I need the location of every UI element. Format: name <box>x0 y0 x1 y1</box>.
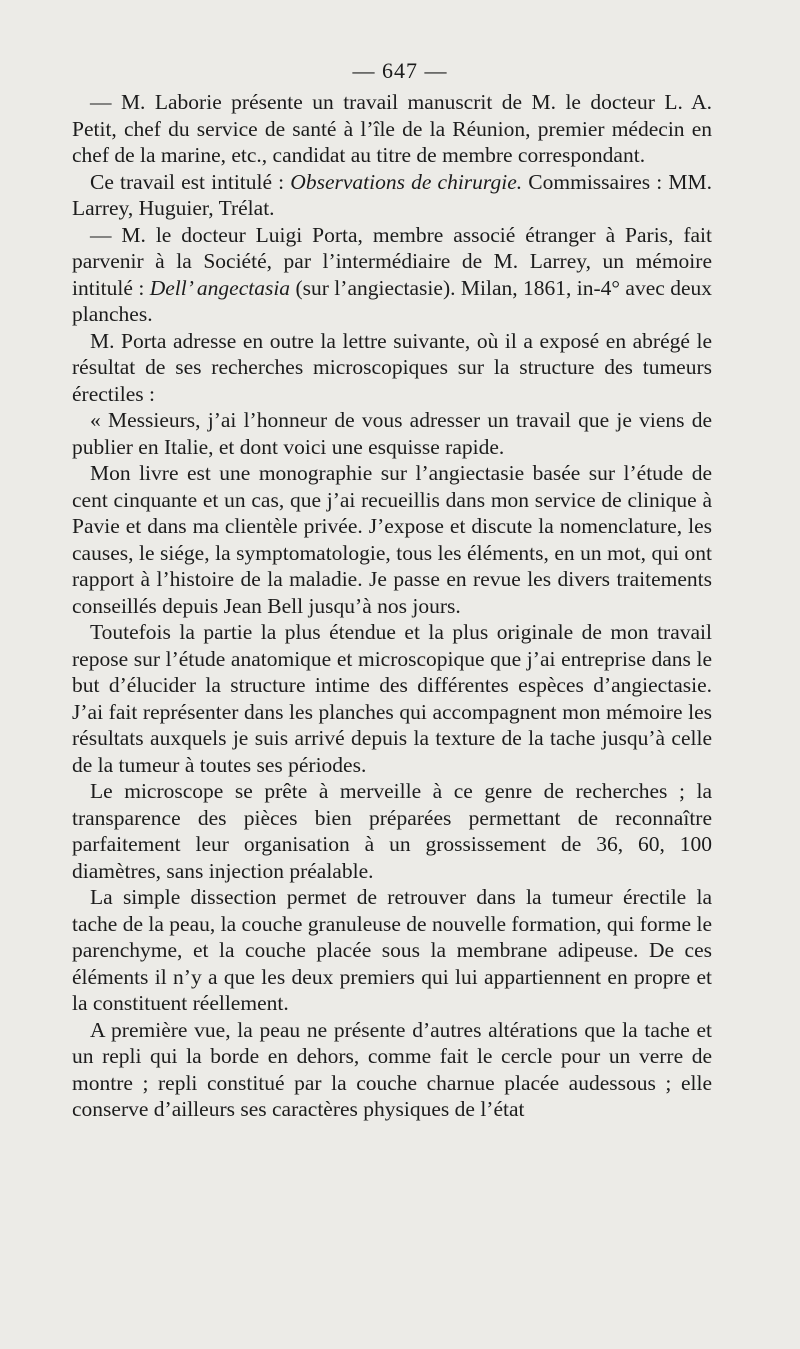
paragraph-microscope: Le microscope se prête à merveille à ce genre de recherches ; la transparence des pièces bien préparées permettant de reconnaître parfaitement leur organisation à un grossissement de 36, 60, 100 diamètres, sans injection préalable. <box>72 779 712 883</box>
body-text <box>72 89 712 1123</box>
paragraph-laborie: — M. Laborie présente un travail manuscrit de M. le docteur L. A. Petit, chef du service de santé à l’île de la Réunion, premier médecin en chef de la marine, etc., candidat au titre de membre correspondant. <box>72 90 712 167</box>
paragraph-first-view: A première vue, la peau ne présente d’autres altérations que la tache et un repli qui la borde en dehors, comme fait le cercle pour un verre de montre ; repli constitué par la couche charnue placée audessous ; elle conserve d’ailleurs ses caractères physiques de l’état <box>72 1017 712 1121</box>
paragraph-letter-intro: M. Porta adresse en outre la lettre suivante, où il a exposé en abrégé le résultat de ses recherches microscopiques sur la structure des tumeurs érectiles : <box>72 328 712 406</box>
paragraph-anatomy: Toutefois la partie la plus étendue et la plus originale de mon travail repose sur l’étude anatomique et microscopique que j’ai entreprise dans le but d’élucider la structure intime des différentes espèces d’angiectasie. J’ai fait représenter dans les planches qui accompagnent mon mémoire les résultats auxquels je suis arrivé depuis la texture de la tache jusqu’à celle de la tumeur à toutes ses périodes. <box>72 620 712 777</box>
text-run: Ce travail est intitulé : <box>90 169 291 194</box>
paragraph-monograph: Mon livre est une monographie sur l’angiectasie basée sur l’étude de cent cinquante et un cas, que j’ai recueillis dans mon service de clinique à Pavie et dans ma clientèle privée. J’expose et discute la nomenclature, les causes, le siége, la symptomatologie, tous les éléments, en un mot, qui ont rapport à l’histoire de la maladie. Je passe en revue les divers traitements conseillés depuis Jean Bell jusqu’à nos jours. <box>72 461 712 618</box>
text-run: Commissaires : MM. Larrey, Huguier, Trélat. <box>72 169 712 220</box>
text-run: — M. le docteur Luigi Porta, membre associé étranger à Paris, fait parvenir à la Société, par l’intermédiaire de M. Larrey, un mémoire intitulé : <box>72 222 712 300</box>
paragraph-letter-opening: « Messieurs, j’ai l’honneur de vous adresser un travail que je viens de publier en Italie, et dont voici une esquisse rapide. <box>72 408 712 459</box>
paragraph-porta <box>72 222 712 328</box>
paragraph-title-commissaires <box>72 169 712 222</box>
text-run: (sur l’angiectasie). Milan, 1861, in-4° avec deux planches. <box>72 275 712 326</box>
work-title-angectasia: Dell’ angectasia <box>149 275 291 300</box>
paragraph-dissection: La simple dissection permet de retrouver dans la tumeur érectile la tache de la peau, la couche granuleuse de nouvelle formation, qui forme le parenchyme, et la couche placée sous la membrane adipeuse. De ces éléments il n’y a que les deux premiers qui lui appartiennent en propre et la constituent réellement. <box>72 885 712 1015</box>
work-title-observations: Observations de chirurgie. <box>290 169 523 194</box>
page-number: — 647 — <box>352 58 448 83</box>
